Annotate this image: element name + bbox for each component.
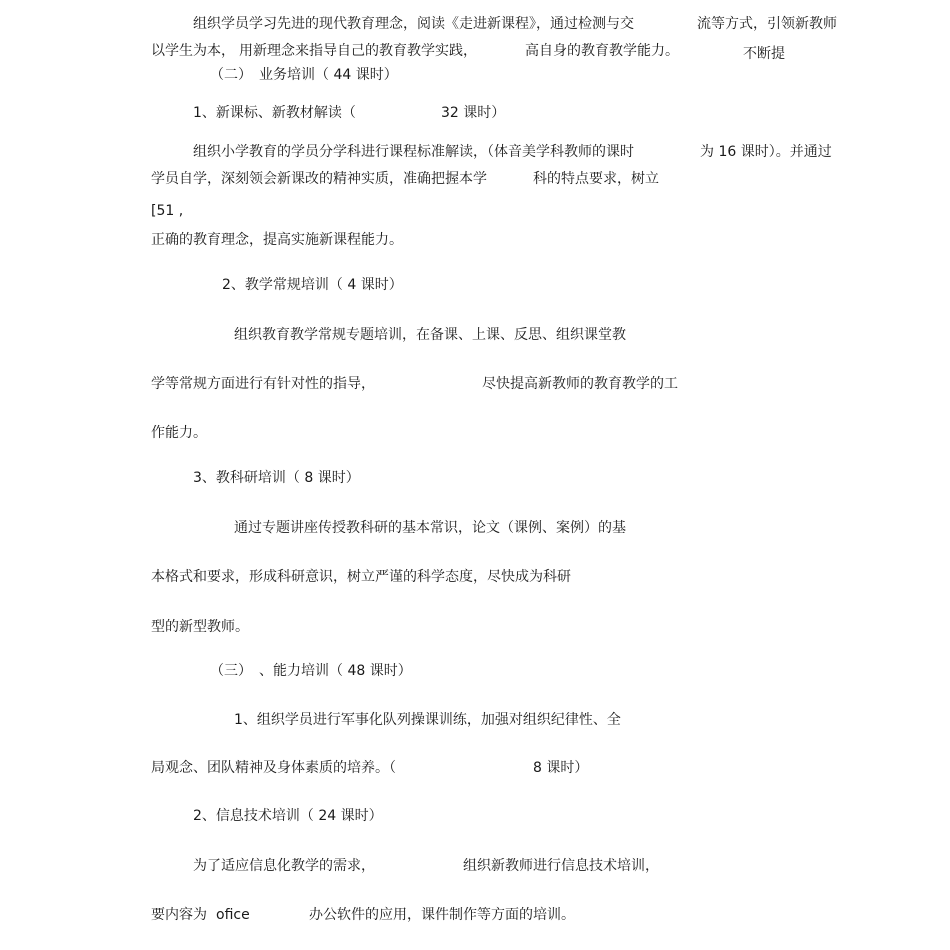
section-heading: （二） bbox=[210, 67, 252, 83]
subsection-heading: 3、教科研培训（ 8 课时） bbox=[193, 470, 360, 486]
paragraph-line: 组织新教师进行信息技术培训， bbox=[463, 858, 659, 874]
paragraph-line: 流等方式，引领新教师 bbox=[697, 16, 837, 32]
paragraph-line: 为了适应信息化教学的需求， bbox=[193, 858, 375, 874]
paragraph-line: 科的特点要求，树立 bbox=[533, 171, 659, 187]
paragraph-line: 办公软件的应用，课件制作等方面的培训。 bbox=[309, 907, 575, 923]
paragraph-line: ofice bbox=[216, 907, 250, 923]
paragraph-line: 组织小学教育的学员分学科进行课程标准解读，（体音美学科教师的课时 bbox=[193, 144, 634, 160]
paragraph-line: 学等常规方面进行有针对性的指导， bbox=[151, 376, 375, 392]
paragraph-line: 组织学员学习先进的现代教育理念，阅读《走进新课程》，通过检测与交 bbox=[193, 16, 634, 32]
paragraph-line: 通过专题讲座传授教科研的基本常识，论文（课例、案例）的基 bbox=[234, 520, 626, 536]
paragraph-line: 正确的教育理念，提高实施新课程能力。 bbox=[151, 232, 403, 248]
paragraph-line: 以学生为本， bbox=[151, 43, 235, 59]
section-heading: 业务培训（ 44 课时） bbox=[259, 67, 398, 83]
subsection-heading: 2、信息技术培训（ 24 课时） bbox=[193, 808, 383, 824]
paragraph-line: 尽快提高新教师的教育教学的工 bbox=[482, 376, 678, 392]
paragraph-line: 高自身的教育教学能力。 bbox=[525, 43, 679, 59]
subsection-heading: 32 课时） bbox=[441, 105, 506, 121]
paragraph-line: 要内容为 bbox=[151, 907, 207, 923]
paragraph-line: 8 课时） bbox=[533, 760, 589, 776]
paragraph-line: 学员自学，深刻领会新课改的精神实质，准确把握本学 bbox=[151, 171, 487, 187]
paragraph-line: 用新理念来指导自己的教育教学实践， bbox=[239, 43, 477, 59]
paragraph-line: 作能力。 bbox=[151, 425, 207, 441]
paragraph-line: 不断提 bbox=[743, 46, 785, 62]
section-heading: （三） bbox=[210, 663, 252, 679]
paragraph-line: [51 , bbox=[151, 203, 184, 219]
paragraph-line: 本格式和要求，形成科研意识，树立严谨的科学态度，尽快成为科研 bbox=[151, 569, 571, 585]
paragraph-line: 1、组织学员进行军事化队列操课训练，加强对组织纪律性、全 bbox=[234, 712, 621, 728]
paragraph-line: 为 16 课时）。并通过 bbox=[700, 144, 832, 160]
paragraph-line: 型的新型教师。 bbox=[151, 619, 249, 635]
subsection-heading: 2、教学常规培训（ 4 课时） bbox=[222, 277, 403, 293]
paragraph-line: 组织教育教学常规专题培训，在备课、上课、反思、组织课堂教 bbox=[234, 327, 626, 343]
paragraph-line: 局观念、团队精神及身体素质的培养。（ bbox=[151, 760, 396, 776]
section-heading: 、能力培训（ 48 课时） bbox=[259, 663, 412, 679]
subsection-heading: 1、新课标、新教材解读（ bbox=[193, 105, 356, 121]
